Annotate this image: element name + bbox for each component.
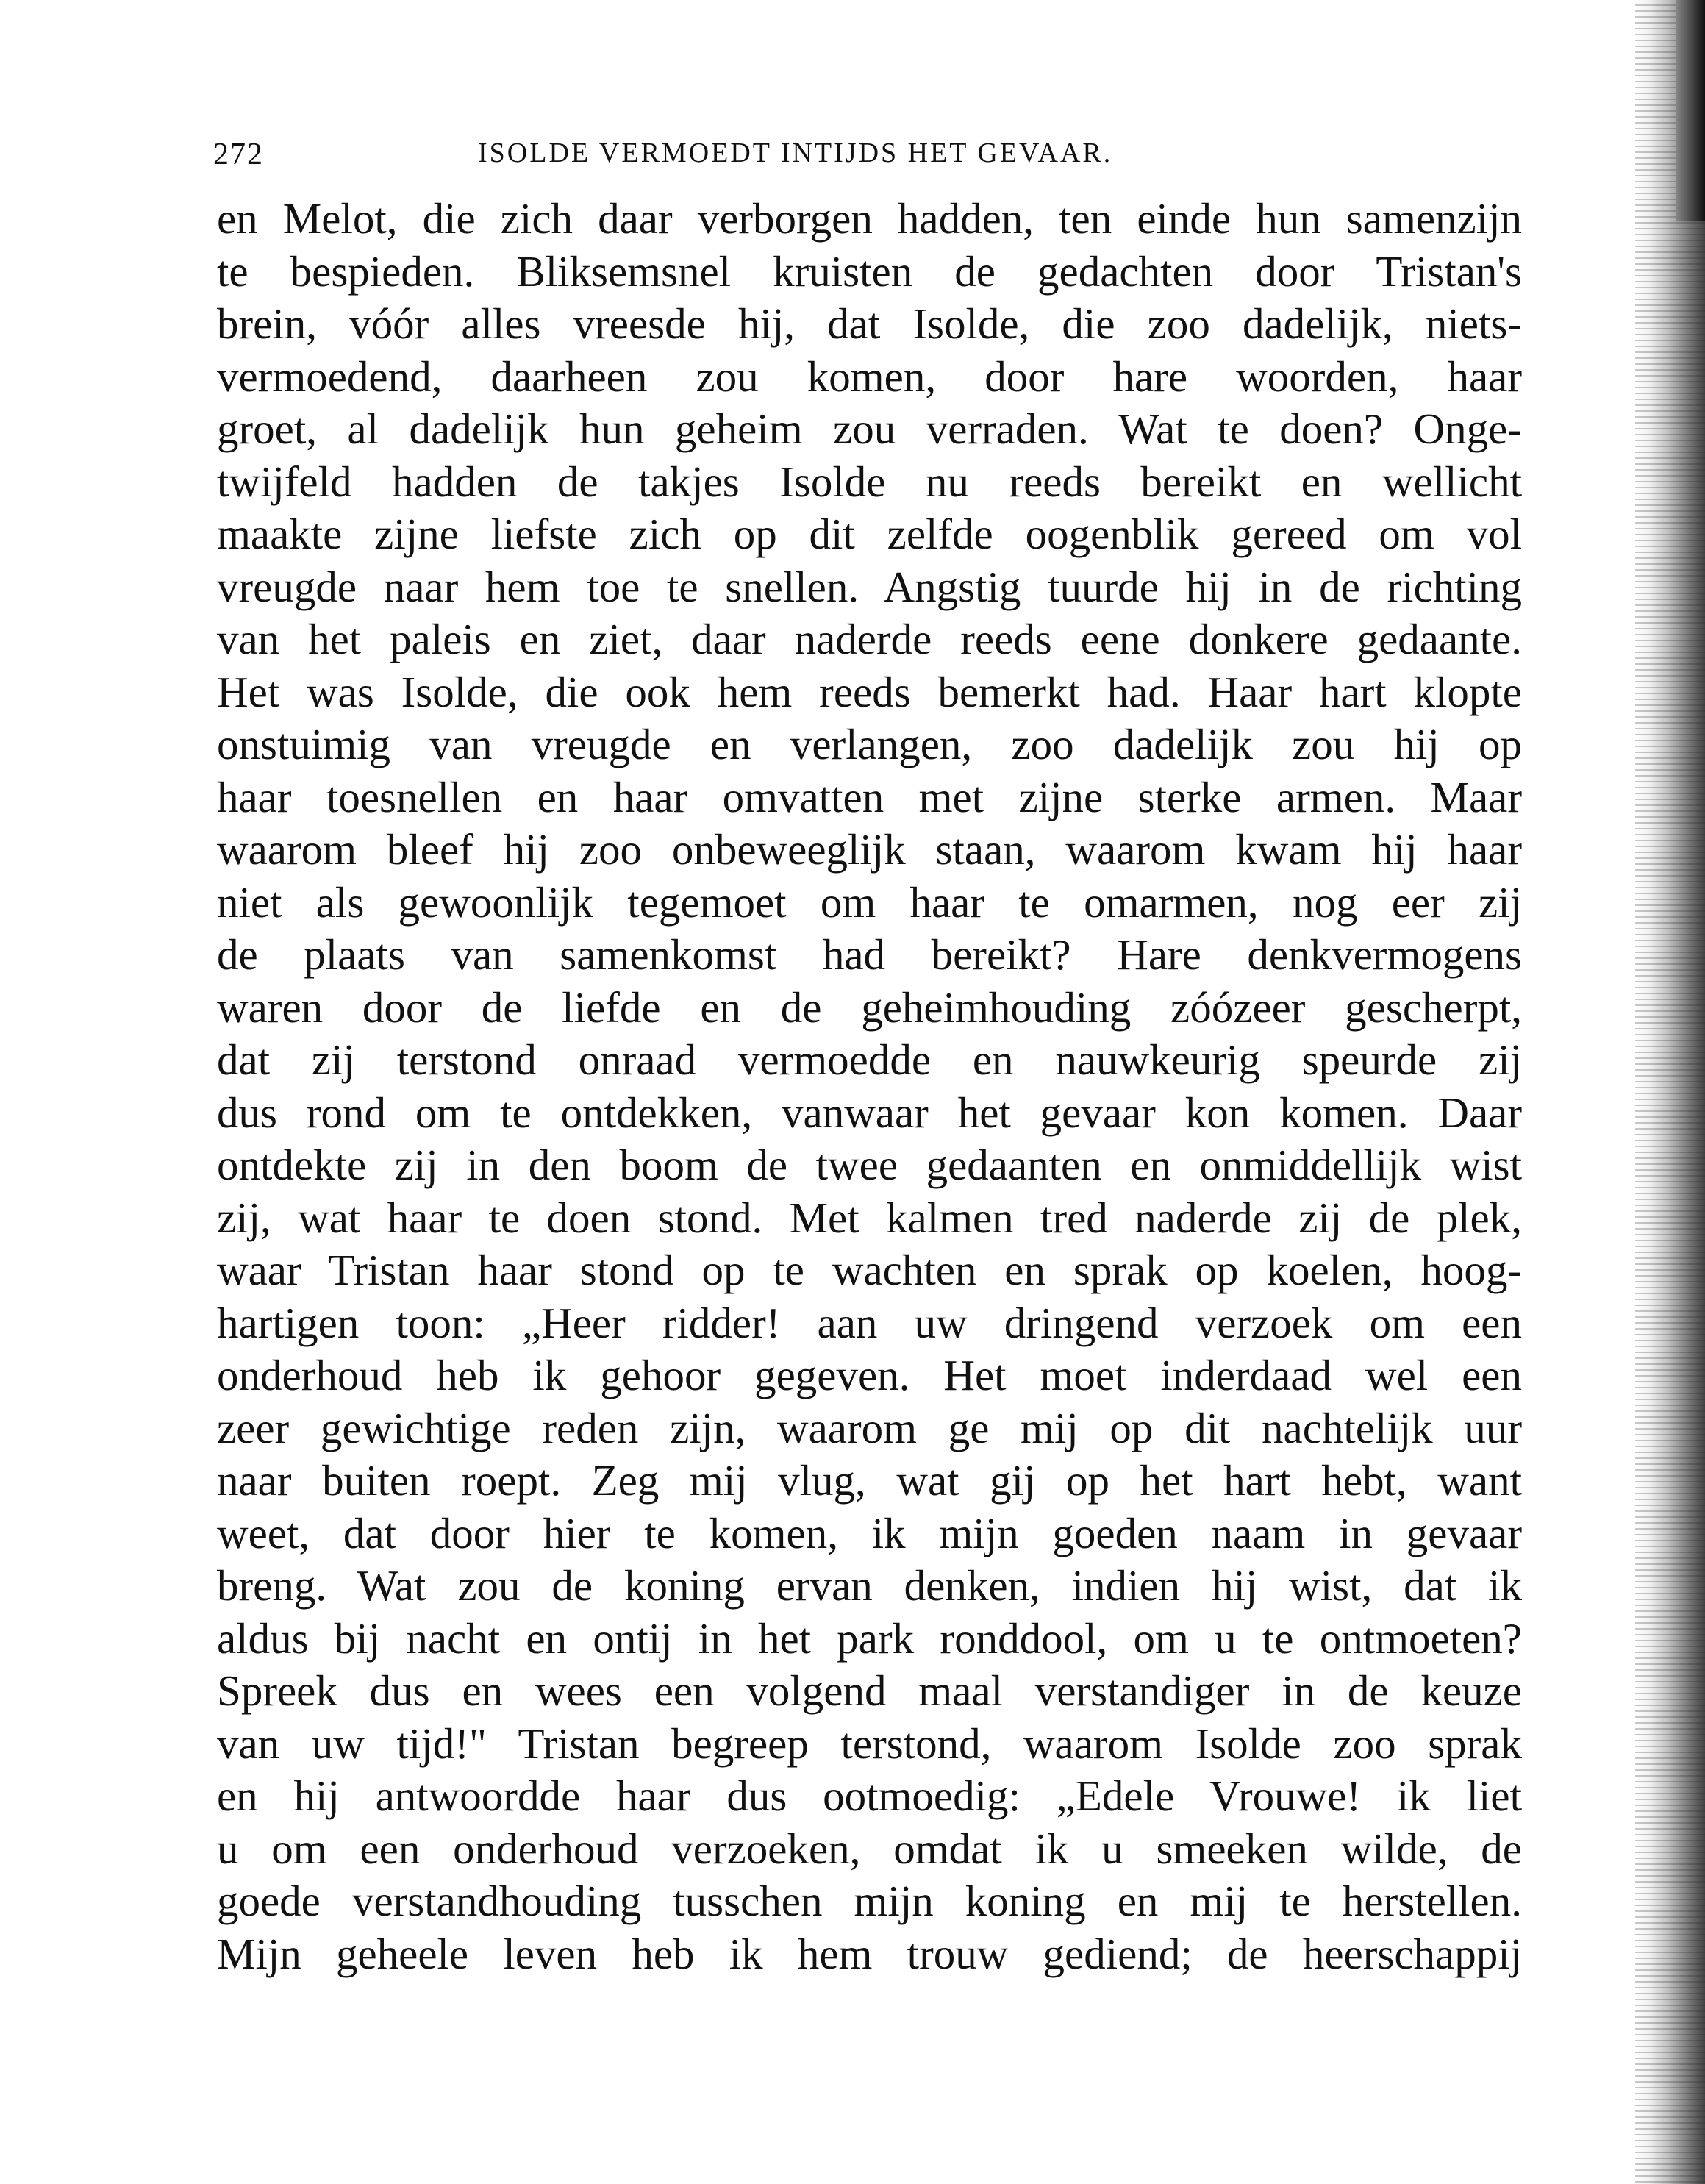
page-number: 272 xyxy=(213,138,264,171)
running-title: ISOLDE VERMOEDT INTIJDS HET GEVAAR. xyxy=(478,138,1113,168)
text-line: ontdekte zij in den boom de twee gedaanten en onmiddellijk wist xyxy=(217,1141,1522,1189)
text-line: naar buiten roept. Zeg mij vlug, wat gij op het hart hebt, want xyxy=(217,1456,1522,1505)
text-line: hartigen toon: „Heer ridder! aan uw dringend verzoek om een xyxy=(217,1298,1522,1347)
text-line: aldus bij nacht en ontij in het park ronddool, om u te ontmoeten? xyxy=(217,1613,1522,1663)
text-line: van het paleis en ziet, daar naderde reeds eene donkere gedaante. xyxy=(217,615,1522,663)
text-line: de plaats van samenkomst had bereikt? Hare denkvermogens xyxy=(217,930,1522,979)
text-line: waar Tristan haar stond op te wachten en sprak op koelen, hoog- xyxy=(217,1246,1522,1294)
text-line: onderhoud heb ik gehoor gegeven. Het moet inderdaad wel een xyxy=(217,1351,1522,1399)
text-line: breng. Wat zou de koning ervan denken, indien hij wist, dat ik xyxy=(217,1561,1522,1610)
text-line: goede verstandhouding tusschen mijn koning en mij te herstellen. xyxy=(217,1877,1522,1925)
text-line: van uw tijd!" Tristan begreep terstond, waarom Isolde zoo sprak xyxy=(217,1719,1522,1768)
text-line: dat zij terstond onraad vermoedde en nauwkeurig speurde zij xyxy=(217,1035,1522,1084)
body-text xyxy=(217,193,1522,1980)
text-line: maakte zijne liefste zich op dit zelfde oogenblik gereed om vol xyxy=(217,510,1522,558)
text-line: zeer gewichtige reden zijn, waarom ge mij op dit nachtelijk uur xyxy=(217,1403,1522,1452)
text-line: zij, wat haar te doen stond. Met kalmen tred naderde zij de plek, xyxy=(217,1193,1522,1242)
page-edge-scan-shadow xyxy=(1635,0,1705,2184)
text-line: en Melot, die zich daar verborgen hadden, ten einde hun samenzijn xyxy=(217,194,1522,243)
text-line: waarom bleef hij zoo onbeweeglijk staan, waarom kwam hij haar xyxy=(217,825,1522,874)
text-line: u om een onderhoud verzoeken, omdat ik u smeeken wilde, de xyxy=(217,1824,1522,1873)
text-line: vermoedend, daarheen zou komen, door hare woorden, haar xyxy=(217,351,1522,401)
text-line: Het was Isolde, die ook hem reeds bemerkt had. Haar hart klopte xyxy=(217,667,1522,716)
text-line: niet als gewoonlijk tegemoet om haar te omarmen, nog eer zij xyxy=(217,877,1522,927)
text-line: Spreek dus en wees een volgend maal verstandiger in de keuze xyxy=(217,1666,1522,1715)
text-line: haar toesnellen en haar omvatten met zijne sterke armen. Maar xyxy=(217,772,1522,821)
text-line: Mijn geheele leven heb ik hem trouw gediend; de heerschappij xyxy=(217,1929,1522,1978)
text-line: brein, vóór alles vreesde hij, dat Isolde, die zoo dadelijk, niets- xyxy=(217,299,1522,348)
text-line: weet, dat door hier te komen, ik mijn goeden naam in gevaar xyxy=(217,1508,1522,1557)
text-line: vreugde naar hem toe te snellen. Angstig tuurde hij in de richting xyxy=(217,562,1522,611)
page-edge-scan-shadow-top xyxy=(1676,0,1705,221)
text-line: onstuimig van vreugde en verlangen, zoo dadelijk zou hij op xyxy=(217,720,1522,768)
text-line: en hij antwoordde haar dus ootmoedig: „Edele Vrouwe! ik liet xyxy=(217,1771,1522,1820)
text-line: groet, al dadelijk hun geheim zou verraden. Wat te doen? Onge- xyxy=(217,404,1522,453)
text-line: te bespieden. Bliksemsnel kruisten de gedachten door Tristan's xyxy=(217,246,1522,296)
text-line: waren door de liefde en de geheimhouding zóózeer gescherpt, xyxy=(217,982,1522,1032)
text-line: twijfeld hadden de takjes Isolde nu reeds bereikt en wellicht xyxy=(217,457,1522,506)
text-line: dus rond om te ontdekken, vanwaar het gevaar kon komen. Daar xyxy=(217,1088,1522,1137)
